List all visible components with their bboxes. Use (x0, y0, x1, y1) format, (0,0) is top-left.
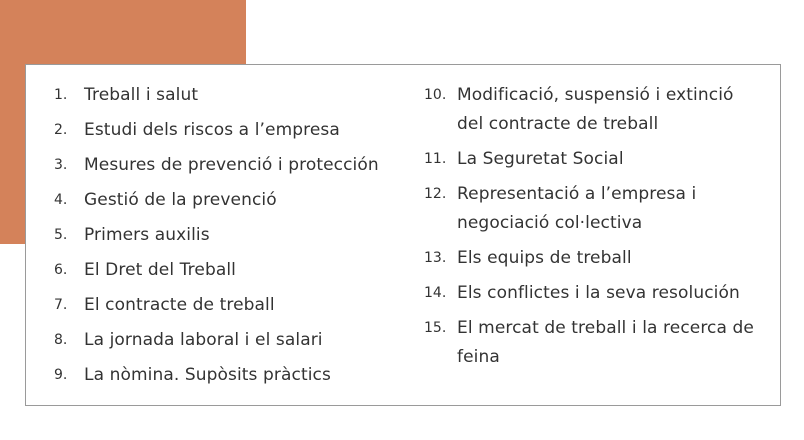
toc-item-number: 6. (54, 262, 68, 278)
toc-item-label: Els conflictes i la seva resolución (457, 283, 740, 303)
toc-item (54, 148, 434, 183)
toc-item-number: 14. (424, 285, 447, 301)
toc-item (424, 177, 764, 241)
toc-item (54, 358, 434, 393)
toc-item-label: Representació a l’empresa i negociació col·lectiva (457, 184, 697, 233)
toc-item-label: La Seguretat Social (457, 149, 624, 169)
toc-item (54, 78, 434, 113)
toc-item-label: Gestió de la prevenció (84, 190, 277, 210)
toc-item-number: 13. (424, 250, 447, 266)
toc-item-number: 3. (54, 157, 68, 173)
toc-item-label: Estudi dels riscos a l’empresa (84, 120, 340, 140)
toc-item-label: El Dret del Treball (84, 260, 236, 280)
toc-item-label: Treball i salut (84, 85, 199, 105)
toc-column-right (424, 78, 764, 375)
toc-item (54, 323, 434, 358)
toc-item (424, 311, 764, 375)
toc-column-left (54, 78, 434, 393)
toc-item (424, 276, 764, 311)
toc-item-label: Primers auxilis (84, 225, 210, 245)
toc-item-number: 10. (424, 87, 447, 103)
toc-item-number: 5. (54, 227, 68, 243)
toc-item-number: 2. (54, 122, 68, 138)
toc-item (54, 288, 434, 323)
toc-item-number: 15. (424, 320, 447, 336)
toc-item-label: La jornada laboral i el salari (84, 330, 323, 350)
toc-item-label: El mercat de treball i la recerca de feina (457, 318, 754, 367)
toc-item-label: Els equips de treball (457, 248, 632, 268)
toc-item (54, 113, 434, 148)
toc-item-label: Mesures de prevenció i protección (84, 155, 379, 175)
table-of-contents (25, 64, 781, 406)
toc-item-label: Modificació, suspensió i extinció del contracte de treball (457, 85, 734, 134)
toc-item-number: 4. (54, 192, 68, 208)
toc-item (424, 142, 764, 177)
toc-item (54, 253, 434, 288)
toc-item (424, 78, 764, 142)
toc-item-number: 1. (54, 87, 68, 103)
toc-item-number: 9. (54, 367, 68, 383)
toc-item-number: 12. (424, 186, 447, 202)
toc-item-label: El contracte de treball (84, 295, 275, 315)
toc-item (54, 218, 434, 253)
toc-item (54, 183, 434, 218)
toc-item-number: 7. (54, 297, 68, 313)
toc-item-number: 11. (424, 151, 447, 167)
toc-item (424, 241, 764, 276)
toc-item-number: 8. (54, 332, 68, 348)
toc-item-label: La nòmina. Supòsits pràctics (84, 365, 331, 385)
